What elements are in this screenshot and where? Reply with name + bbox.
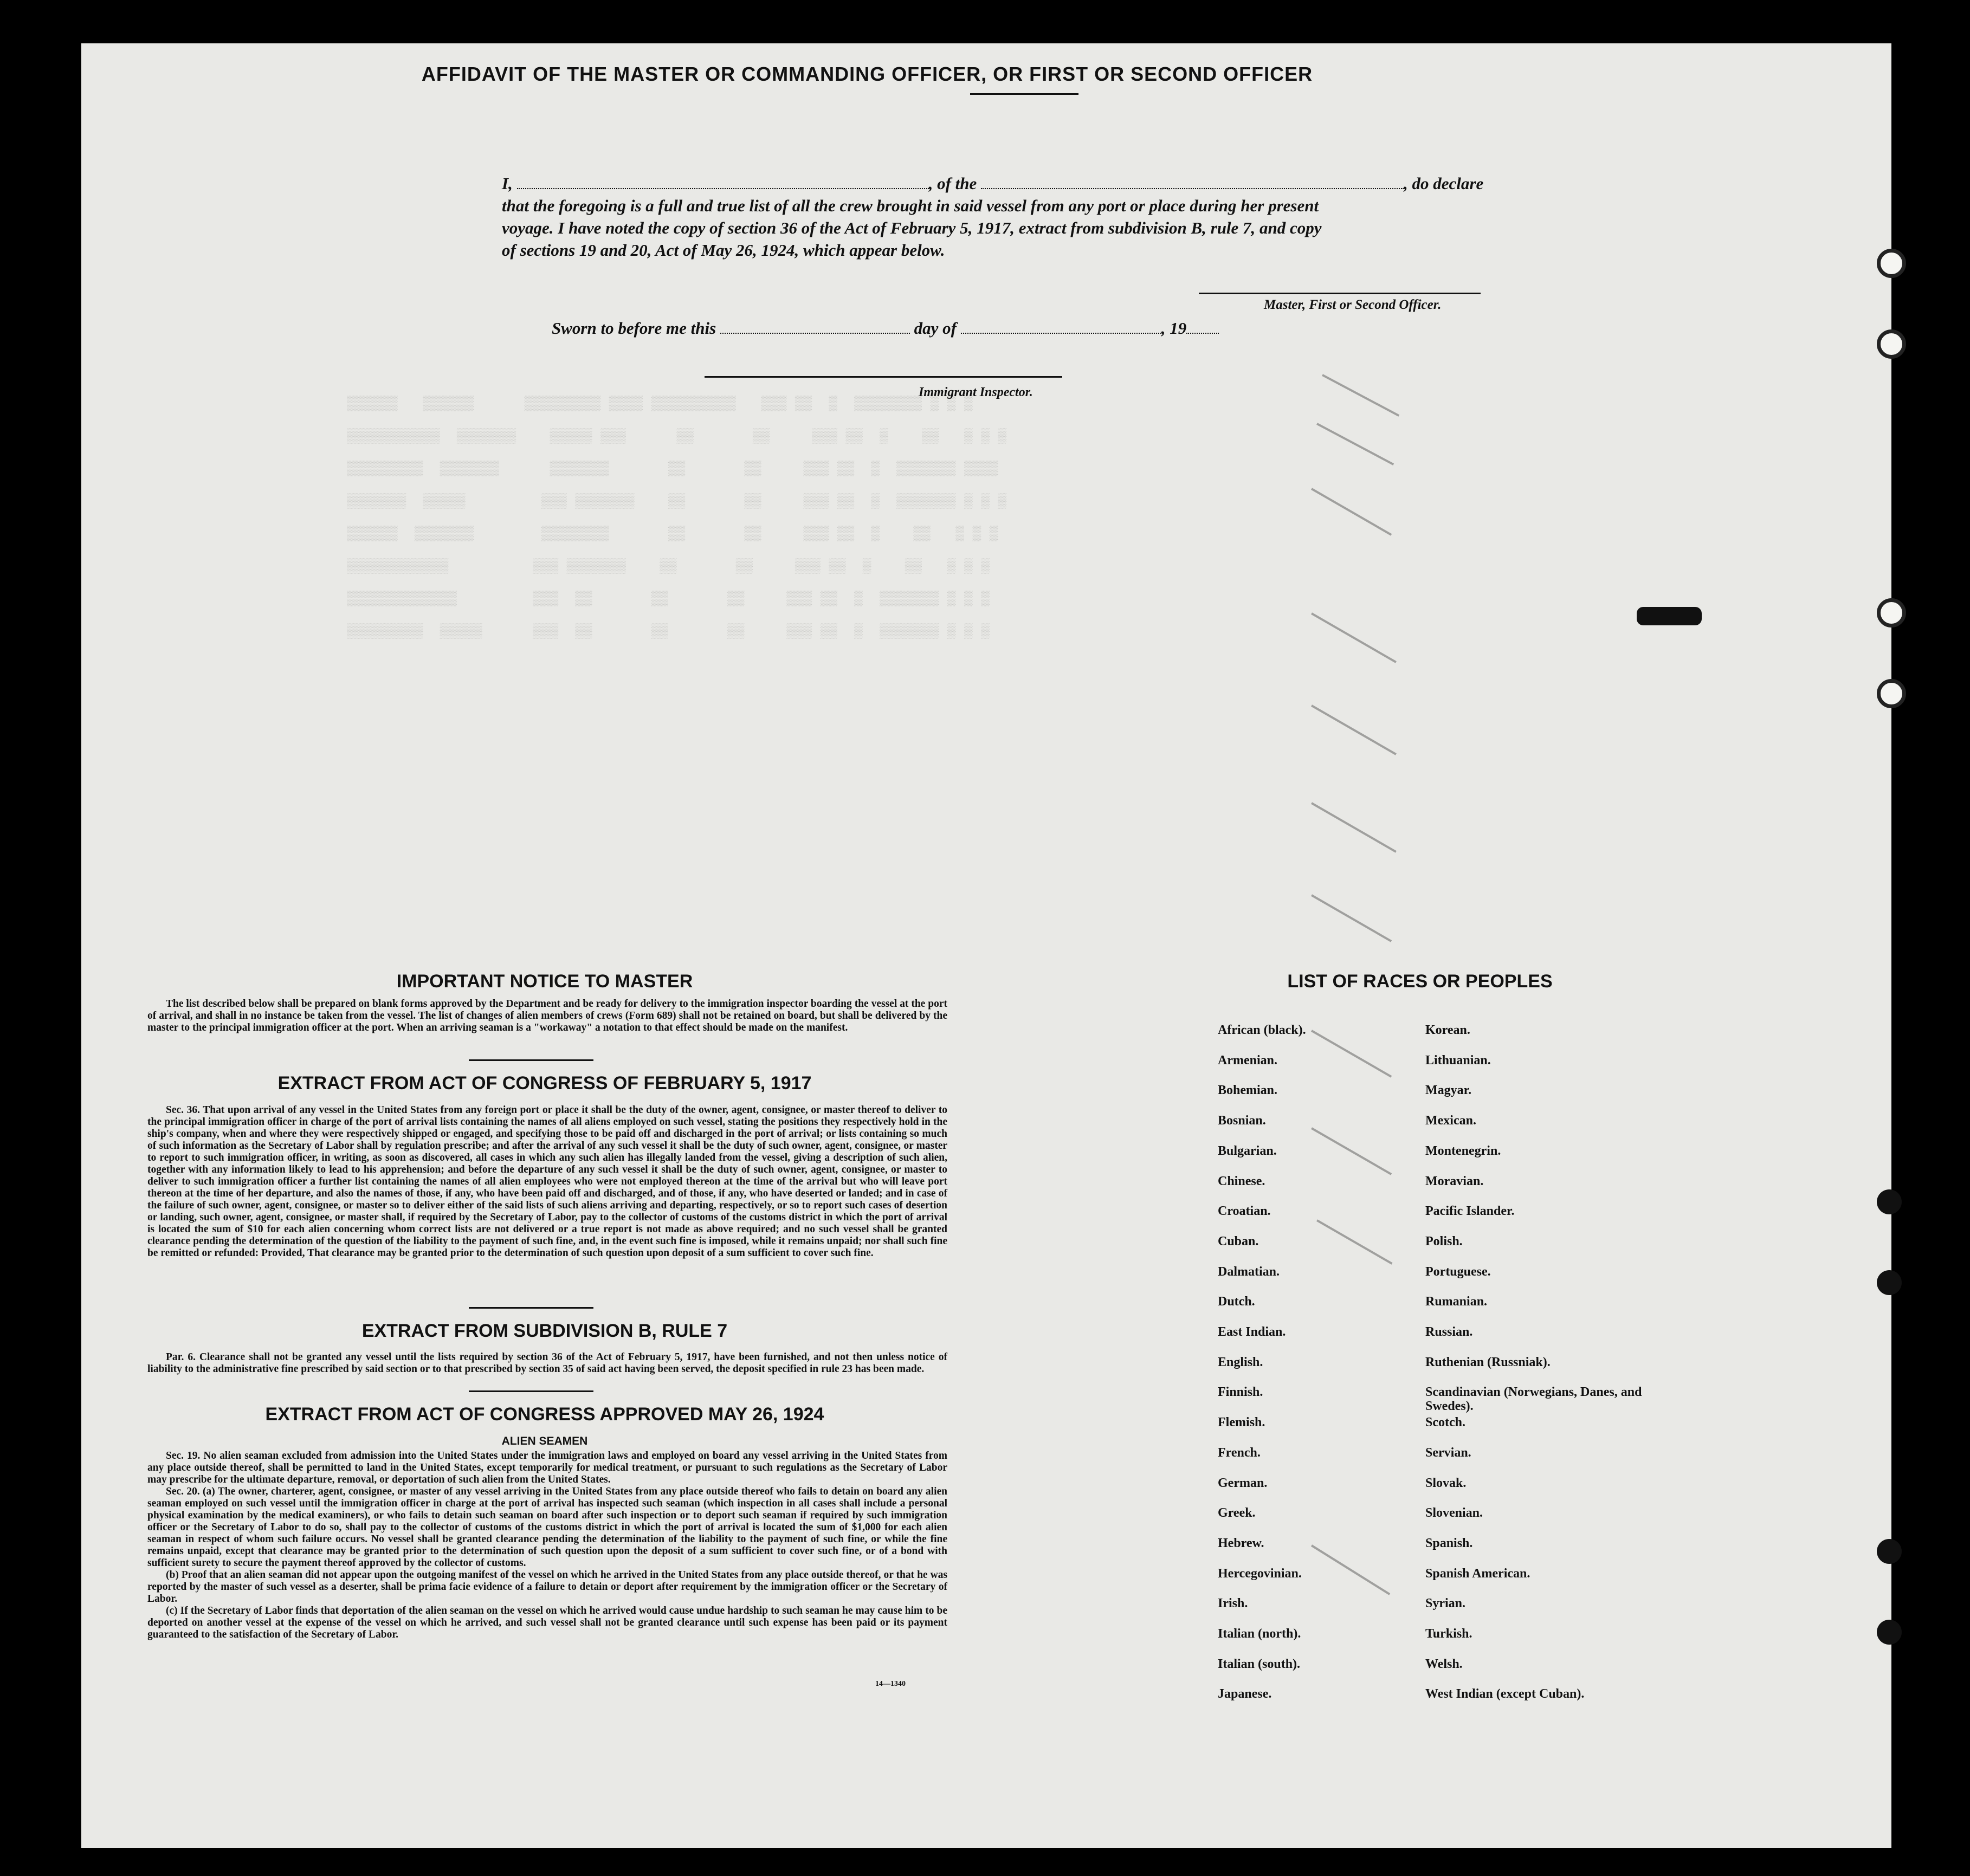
sworn-mid: day of — [914, 319, 957, 338]
race-item: East Indian. — [1218, 1325, 1286, 1339]
race-item: West Indian (except Cuban). — [1425, 1687, 1585, 1702]
punch-hole — [1877, 1270, 1902, 1295]
form-number: 14—1340 — [875, 1680, 906, 1688]
race-item: Spanish. — [1425, 1536, 1473, 1550]
races-title: LIST OF RACES OR PEOPLES — [1287, 971, 1553, 992]
race-item: African (black). — [1218, 1023, 1306, 1037]
declaration-line-4: of sections 19 and 20, Act of May 26, 1924, which appear below. — [502, 241, 945, 260]
race-item: Korean. — [1425, 1023, 1470, 1037]
race-item: Greek. — [1218, 1506, 1256, 1521]
race-item: Portuguese. — [1425, 1264, 1491, 1279]
declaration-line-1 — [502, 172, 1537, 195]
race-item: Servian. — [1425, 1445, 1471, 1460]
signature-label: Master, First or Second Officer. — [1264, 297, 1442, 312]
declaration-line-3: voyage. I have noted the copy of section 36 of the Act of February 5, 1917, extract from subdivision B, rule 7, and copy — [502, 218, 1322, 237]
race-item: Hercegovinian. — [1218, 1566, 1302, 1581]
race-item: French. — [1218, 1445, 1261, 1460]
race-item: Spanish American. — [1425, 1566, 1530, 1581]
act-1924-text — [147, 1450, 947, 1641]
sworn-line — [552, 319, 1219, 338]
declaration-suffix: , do declare — [1404, 174, 1484, 193]
race-item: Rumanian. — [1425, 1295, 1488, 1309]
race-item: Scotch. — [1425, 1415, 1465, 1430]
affidavit-title: AFFIDAVIT OF THE MASTER OR COMMANDING OFFICER, OR FIRST OR SECOND OFFICER — [421, 63, 1313, 85]
punch-hole — [1877, 1620, 1902, 1645]
race-item: Irish. — [1218, 1596, 1248, 1611]
race-item: Scandinavian (Norwegians, Danes, and Swedes). — [1425, 1385, 1642, 1414]
race-item: Turkish. — [1425, 1627, 1472, 1641]
race-item: Finnish. — [1218, 1385, 1263, 1400]
race-item: Chinese. — [1218, 1174, 1265, 1188]
race-item: Italian (north). — [1218, 1627, 1301, 1641]
race-item: Syrian. — [1425, 1596, 1466, 1611]
race-item: Flemish. — [1218, 1415, 1265, 1430]
punch-hole — [1877, 1539, 1902, 1564]
bleed-through-text: ▒▒▒▒▒▒ ▒▒▒▒▒▒ ▒▒▒▒▒▒▒▒▒ ▒▒▒▒ ▒▒▒▒▒▒▒▒▒▒ ▒▒▒ ▒▒ ▒ ▒▒▒▒▒▒▒▒ ▒ ▒ ▒ ▒▒▒▒▒▒▒▒▒▒▒ ▒▒▒▒▒▒▒ ▒▒▒▒▒ ▒▒▒ ▒▒ ▒▒ ▒▒▒ ▒▒ ▒ ▒▒ ▒ ▒ ▒ ▒▒▒▒▒▒▒▒▒ ▒▒▒▒▒▒▒ ▒▒▒▒▒▒▒ ▒▒ ▒▒ ▒▒▒ ▒▒ ▒ ▒▒▒▒▒▒▒ ▒▒▒▒ ▒▒▒▒▒▒▒ ▒▒▒▒▒ ▒▒▒ ▒▒▒▒▒▒▒ ▒▒ ▒▒ ▒▒▒ ▒▒ ▒ ▒▒▒▒▒▒▒ ▒ ▒ ▒ ▒▒▒▒▒▒ ▒▒▒▒▒▒▒ ▒▒▒▒▒▒▒▒ ▒▒ ▒▒ ▒▒▒ ▒▒ ▒ ▒▒ ▒ ▒ ▒ ▒▒▒▒▒▒▒▒▒▒▒▒ ▒▒▒ ▒▒▒▒▒▒▒ ▒▒ ▒▒ ▒▒▒ ▒▒ ▒ ▒▒ ▒ ▒ ▒ ▒▒▒▒▒▒▒▒▒▒▒▒▒ ▒▒▒ ▒▒ ▒▒ ▒▒ ▒▒▒ ▒▒ ▒ ▒▒▒▒▒▒▒ ▒ ▒ ▒ ▒▒▒▒▒▒▒▒▒ ▒▒▒▒▒ ▒▒▒ ▒▒ ▒▒ ▒▒ ▒▒▒ ▒▒ ▒ ▒▒▒▒▒▒▒ ▒ ▒ ▒ — [347, 396, 1006, 639]
name-blank[interactable] — [517, 188, 929, 189]
section-divider — [469, 1059, 593, 1061]
race-item: Moravian. — [1425, 1174, 1484, 1188]
title-divider — [970, 93, 1078, 95]
notice-paragraph: The list described below shall be prepared on blank forms approved by the Department and be ready for delivery to the immigration inspector boarding the vessel at the port of arrival, and shall in no instance be taken from the vessel. The list of changes of alien members of crews (Form 689) shall not be retained on board, but shall be delivered by the master to the principal immigration officer at the port. When an arriving seaman is a "workaway" a notation to that effect should be made on the manifest. — [147, 998, 947, 1033]
section-divider — [469, 1307, 593, 1309]
sworn-year-blank[interactable] — [1186, 333, 1219, 334]
act-1917-title: EXTRACT FROM ACT OF CONGRESS OF FEBRUARY 5, 1917 — [277, 1073, 812, 1094]
punch-hole — [1877, 249, 1906, 278]
race-item: Bohemian. — [1218, 1083, 1278, 1098]
sec-20c-paragraph: (c) If the Secretary of Labor finds that deportation of the alien seaman on the vessel on which he arrived would cause undue hardship to such seaman he may cause him to be deported on another vessel at the expense of the vessel on which he arrived, and such vessel shall not be granted clearance until such expense has been paid or its payment guaranteed to the satisfaction of the Secretary of Labor. — [147, 1605, 947, 1640]
inspector-line[interactable] — [705, 376, 1062, 378]
act-1917-text — [147, 1104, 947, 1259]
vessel-blank[interactable] — [981, 188, 1404, 189]
sworn-prefix: Sworn to before me this — [552, 319, 716, 338]
notice-text — [147, 998, 947, 1034]
race-item: Croatian. — [1218, 1204, 1271, 1219]
act-1924-title: EXTRACT FROM ACT OF CONGRESS APPROVED MAY 26, 1924 — [265, 1404, 824, 1425]
sworn-suffix: , 19 — [1161, 319, 1187, 338]
sec-20a-paragraph: Sec. 20. (a) The owner, charterer, agent, consignee, or master of any vessel arriving in the United States from any place outside thereof who fails to detain on board any alien seaman employed on such vessel until the immigration officer in charge at the port of arrival has inspected such seaman (which inspection in all cases shall include a personal physical examination by the medical examiners), or who fails to detain such seaman on board after such inspection or to deport such seaman if required by such immigration officer or the Secretary of Labor to do so, shall pay to the collector of customs of the customs district in which the port of arrival is located the sum of $1,000 for each alien seaman in respect of whom such failure occurs. No vessel shall be granted clearance pending the determination of the liability to the payment of such fine, or while the fine remains unpaid, except that clearance may be granted prior to the determination of such question upon the deposit of a sum sufficient to cover such fine, or of a bond with sufficient surety to secure the payment thereof approved by the collector of customs. — [147, 1486, 947, 1569]
notice-title: IMPORTANT NOTICE TO MASTER — [396, 971, 693, 992]
race-item: Ruthenian (Russniak). — [1425, 1355, 1551, 1369]
declaration-prefix: I, — [502, 174, 513, 193]
punch-hole — [1877, 598, 1906, 628]
race-item: Russian. — [1425, 1325, 1473, 1339]
sec-36-paragraph: Sec. 36. That upon arrival of any vessel in the United States from any foreign port or place it shall be the duty of the owner, agent, consignee, or master thereof to deliver to the principal immigration officer in charge of the port of arrival lists containing the names of all aliens employed on such vessel, stating the positions they respectively hold in the ship's company, when and where they were respectively shipped or engaged, and specifying those to be paid off and discharged in the port of arrival; or lists containing so much of such information as the Secretary of Labor shall by regulation prescribe; and after the arrival of any such vessel it shall be the duty of such owner, agent, consignee, or master to report to such immigration officer, in writing, as soon as discovered, all cases in which any such alien has illegally landed from the vessel, giving a description of such alien, together with any information likely to lead to his apprehension; and before the departure of any such vessel it shall be the duty of such owner, agent, consignee, or master to deliver to such immigration officer a further list containing the names of all alien employees who were not employed thereon at the time of the arrival but who will leave port thereon at the time of her departure, and also the names of those, if any, who have been paid off and discharged, and of those, if any, who have deserted or landed; and in case of the failure of such owner, agent, consignee, or master so to deliver either of the said lists of such aliens arriving and departing, respectively, or so to report such cases of desertion or landing, such owner, agent, consignee, or master shall, if required by the Secretary of Labor, pay to the collector of customs of the customs district in which the port of arrival is located the sum of $10 for each alien concerning whom correct lists are not delivered or a true report is not made as above required; and no such vessel shall be granted clearance pending the determination of the question of the liability to the payment of such fine, and, in the event such fine is imposed, while it remains unpaid; nor shall such fine be remitted or refunded: Provided, That clearance may be granted prior to the determination of such question upon deposit of a sum sufficient to cover such fine. — [147, 1104, 947, 1259]
declaration-line-2: that the foregoing is a full and true list of all the crew brought in said vessel from any port or place during her present — [502, 196, 1319, 215]
race-item: Dalmatian. — [1218, 1264, 1280, 1279]
sworn-day-blank[interactable] — [720, 333, 910, 334]
race-item: Cuban. — [1218, 1234, 1259, 1248]
race-item: Polish. — [1425, 1234, 1463, 1248]
race-item: Welsh. — [1425, 1657, 1463, 1671]
race-item: Pacific Islander. — [1425, 1204, 1515, 1219]
race-item: Dutch. — [1218, 1295, 1255, 1309]
race-item: Armenian. — [1218, 1053, 1277, 1068]
race-item: Japanese. — [1218, 1687, 1272, 1702]
punch-hole — [1877, 329, 1906, 359]
sworn-month-blank[interactable] — [961, 333, 1161, 334]
rule-7-text — [147, 1351, 947, 1375]
signature-line[interactable] — [1199, 293, 1481, 294]
race-item: Slovenian. — [1425, 1506, 1483, 1521]
par-6-paragraph: Par. 6. Clearance shall not be granted any vessel until the lists required by section 36 of the Act of February 5, 1917, have been furnished, and not then unless notice of liability to the administrative fine prescribed by said section or to that prescribed by section 35 of said act having been served, the deposit specified in rule 23 has been made. — [147, 1351, 947, 1375]
race-item: Hebrew. — [1218, 1536, 1264, 1550]
race-item: Lithuanian. — [1425, 1053, 1491, 1068]
ink-blot — [1637, 607, 1702, 625]
alien-seamen-subtitle: ALIEN SEAMEN — [501, 1435, 588, 1447]
punch-hole — [1877, 1189, 1902, 1214]
punch-hole — [1877, 679, 1906, 708]
race-item: Italian (south). — [1218, 1657, 1301, 1671]
section-divider — [469, 1390, 593, 1392]
declaration-of: , of the — [928, 174, 977, 193]
race-item: Mexican. — [1425, 1114, 1476, 1128]
race-item: Montenegrin. — [1425, 1143, 1501, 1158]
race-item: Magyar. — [1425, 1083, 1472, 1098]
inspector-label: Immigrant Inspector. — [919, 385, 1033, 399]
race-item: German. — [1218, 1476, 1268, 1490]
race-item: Bosnian. — [1218, 1114, 1266, 1128]
race-item: Bulgarian. — [1218, 1143, 1277, 1158]
sec-20b-paragraph: (b) Proof that an alien seaman did not appear upon the outgoing manifest of the vessel on which he arrived in the United States from any place outside thereof, or that he was reported by the master of such vessel as a deserter, shall be prima facie evidence of a failure to detain or deport after requirement by the immigration officer or the Secretary of Labor. — [147, 1569, 947, 1605]
rule-7-title: EXTRACT FROM SUBDIVISION B, RULE 7 — [361, 1321, 728, 1341]
race-item: Slovak. — [1425, 1476, 1467, 1490]
sec-19-paragraph: Sec. 19. No alien seaman excluded from admission into the United States under the immigration laws and employed on board any vessel arriving in the United States from any place outside thereof, shall be permitted to land in the United States, except temporarily for medical treatment, or pursuant to such regulations as the Secretary of Labor may prescribe for the ultimate departure, removal, or deportation of such alien from the United States. — [147, 1450, 947, 1485]
race-item: English. — [1218, 1355, 1263, 1369]
